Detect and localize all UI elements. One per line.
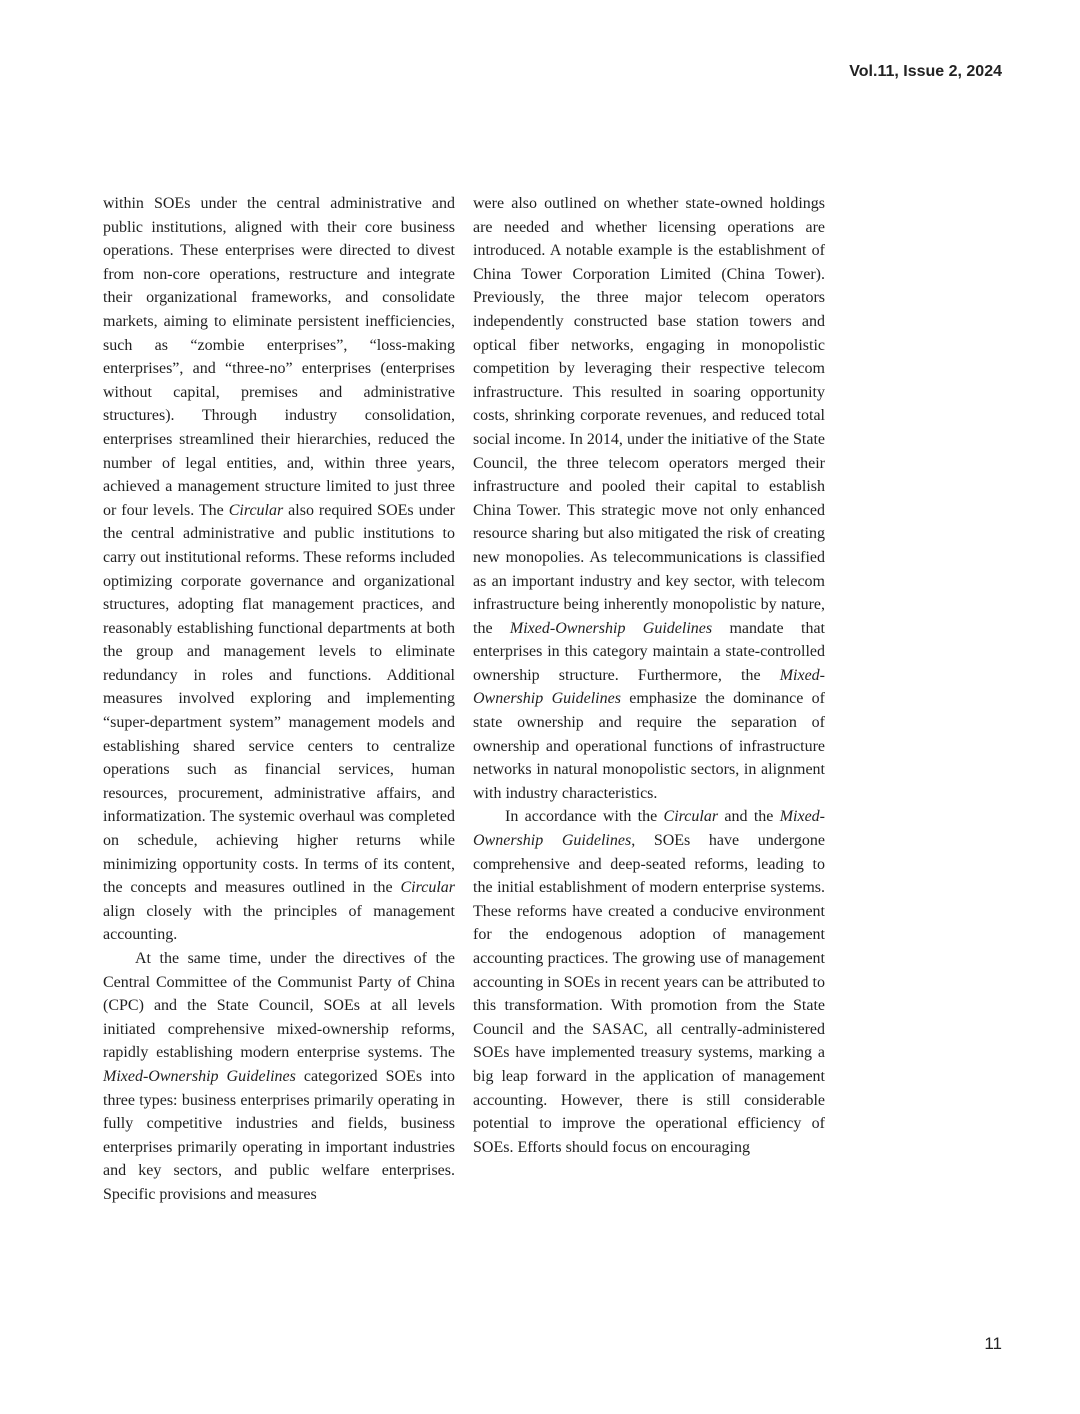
paragraph-text: At the same time, under the directives of the Central Committee of the Communist Party of China (CPC) and the State Council, SOEs at all levels initiated comprehensive mixed-ownership reforms, rapidly establishing modern enterprise systems. The [103,950,455,1062]
italic-title-text: Mixed-Ownership Guidelines [473,808,825,850]
paragraph [473,192,825,805]
paragraph-text: and the [718,808,780,826]
italic-title-text: Circular [663,808,719,826]
paragraph-text: mandate that enterprises in this category maintain a state-controlled ownership structure. Furthermore, the [473,619,825,684]
paragraph [103,192,455,947]
paragraph-text: categorized SOEs into three types: business enterprises primarily operating in fully competitive industries and fields, business enterprises primarily operating in important industries and key sectors, and public welfare enterprises. Specific provisions and measures [103,1067,455,1203]
italic-title-text: Mixed-Ownership Guidelines [473,666,825,708]
italic-title-text: Circular [228,501,284,519]
italic-title-text: Mixed-Ownership Guidelines [509,619,713,637]
italic-title-text: Circular [400,879,455,897]
paragraph-text: , SOEs have undergone comprehensive and deep-seated reforms, leading to the initial establishment of modern enterprise systems. These reforms have created a conducive environment for the endogenous adoption of management accounting practices. The growing use of management accounting in SOEs in recent years can be attributed to this transformation. With promotion from the State Council and the SASAC, all centrally-administered SOEs have implemented treasury systems, marking a big leap forward in the application of management accounting. However, there is still considerable potential to improve the operational efficiency of SOEs. Efforts should focus on encouraging [473,832,825,1156]
paragraph-text: align closely with the principles of management accounting. [103,902,455,944]
paragraph-text: within SOEs under the central administrative and public institutions, aligned with their core business operations. These enterprises were directed to divest from non-core operations, restructure and integrate their organizational frameworks, and consolidate markets, aiming to eliminate persistent inefficiencies, such as “zombie enterprises”, “loss-making enterprises”, and “three-no” enterprises (enterprises without capital, premises and administrative structures). Through industry consolidation, enterprises streamlined their hierarchies, reduced the number of legal entities, and, within three years, achieved a management structure limited to just three or four levels. The [103,195,455,519]
page-number: 11 [984,1334,1002,1353]
italic-title-text: Mixed-Ownership Guidelines [103,1067,296,1085]
paragraph-text: were also outlined on whether state-owned holdings are needed and whether licensing operations are introduced. A notable example is the establishment of China Tower Corporation Limited (China Tower). Previously, the three major telecom operators independently constructed base station towers and optical fiber networks, engaging in monopolistic competition by leveraging their respective telecom infrastructure. This resulted in soaring opportunity costs, shrinking corporate revenues, and reduced total social income. In 2014, under the initiative of the State Council, the three telecom operators merged their infrastructure and pooled their capital to establish China Tower. This strategic move not only enhanced resource sharing but also mitigated the risk of creating new monopolies. As telecommunications is classified as an important industry and key sector, with telecom infrastructure being inherently monopolistic by nature, the [473,195,825,637]
paragraph [473,805,825,1159]
left-text-column [103,192,455,1207]
right-text-column [473,192,825,1159]
paragraph [103,947,455,1207]
paragraph-text: emphasize the dominance of state ownership and require the separation of ownership and operational functions of infrastructure networks in natural monopolistic sectors, in alignment with industry characteristics. [473,690,826,802]
paragraph-text: In accordance with the [505,808,664,826]
journal-volume-header: Vol.11, Issue 2, 2024 [849,63,1002,80]
paragraph-text: also required SOEs under the central administrative and public institutions to carry out institutional reforms. These reforms included optimizing corporate governance and organizational structures, adopting flat management practices, and reasonably establishing functional departments at both the group and management levels to eliminate redundancy in roles and functions. Additional measures involved exploring and implementing “super-department system” management models and establishing shared service centers to centralize operations such as financial services, human resources, procurement, administrative affairs, and informatization. The systemic overhaul was completed on schedule, achieving higher returns while minimizing opportunity costs. In terms of its content, the concepts and measures outlined in the [103,501,455,897]
